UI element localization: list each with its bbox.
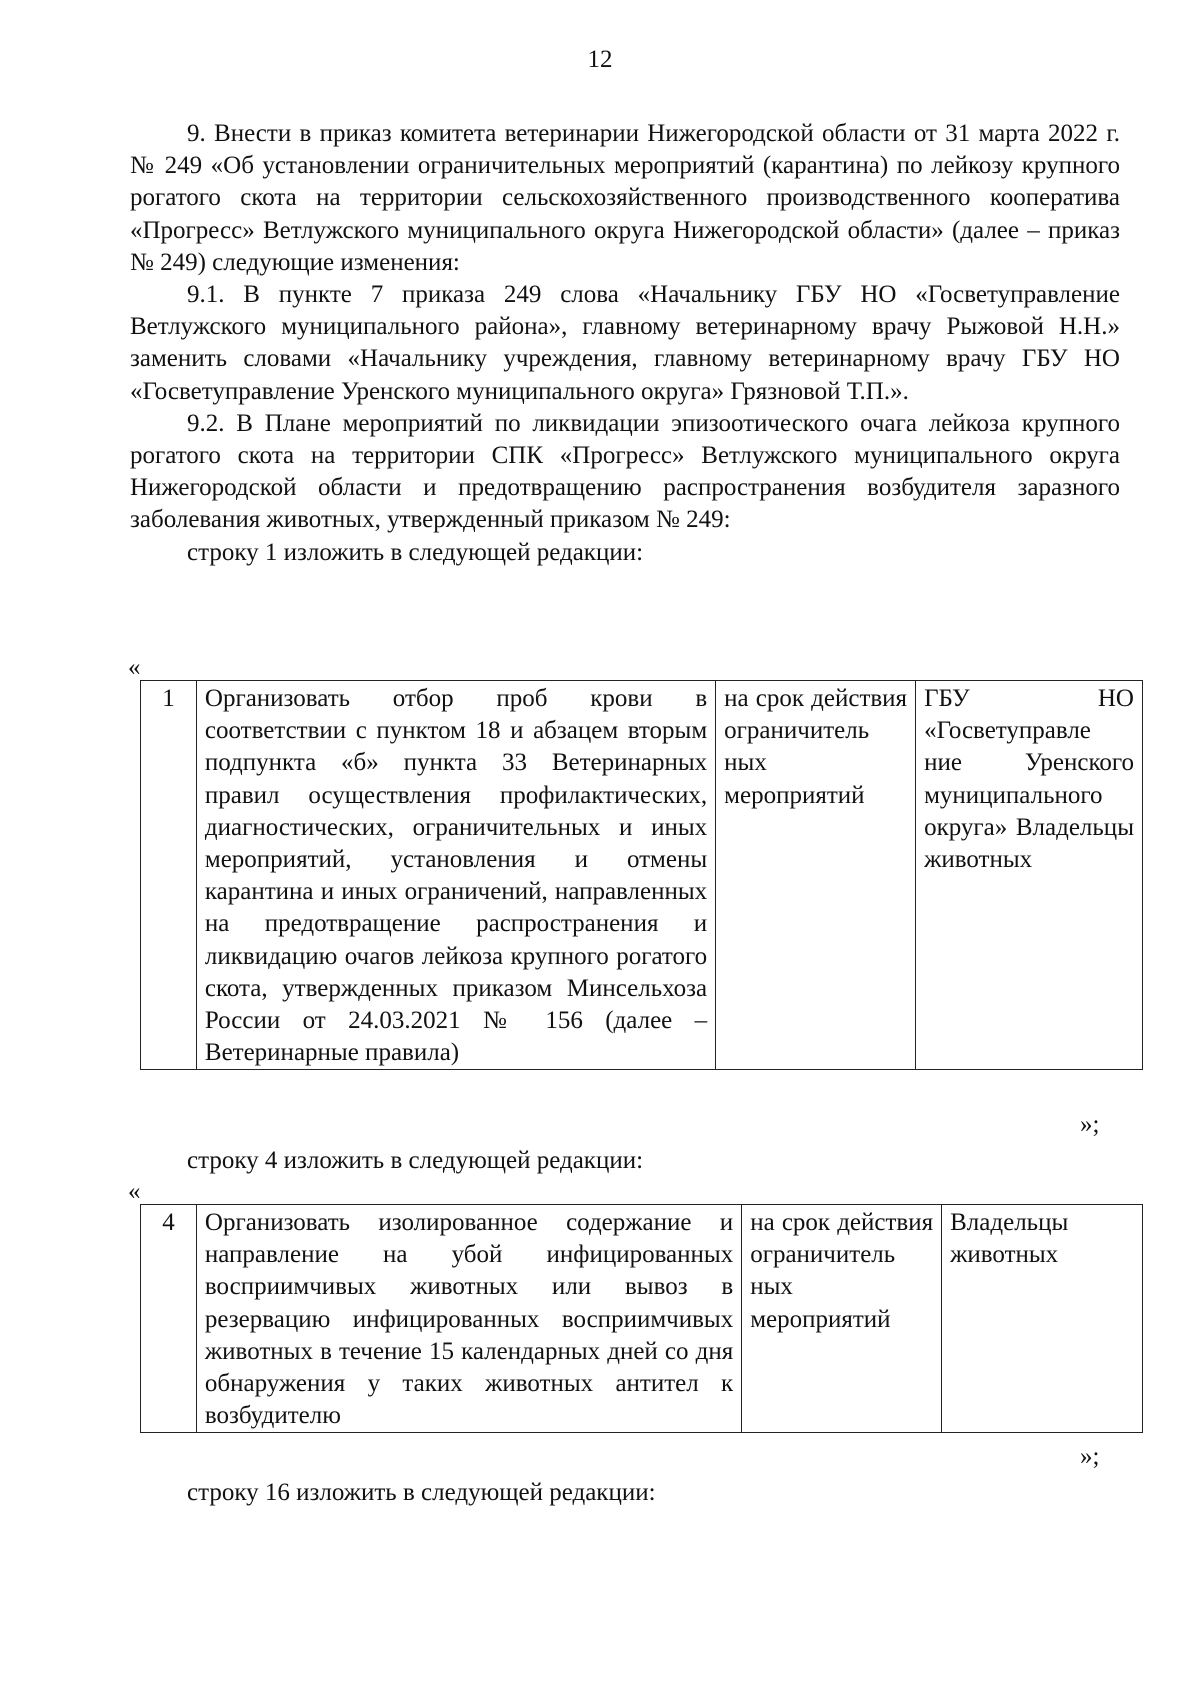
row-4-close-quote: »; — [1080, 1443, 1100, 1470]
table-row — [141, 1205, 1143, 1433]
table-row — [141, 681, 1143, 1070]
responsible-cell: ГБУ НО «Госветуправле ние Уренского муниципального округа» Владельцы животных — [916, 681, 1143, 1070]
row-number-cell: 4 — [141, 1205, 197, 1433]
row-4-instruction-wrap — [130, 1145, 1120, 1177]
measure-cell: Организовать изолированное содержание и направление на убой инфицированных восприимчивых животных или вывоз в резервацию инфицированных восприимчивых животных в течение 15 календарных дней со дня обнаружения у таких животных антител к возбудителю — [196, 1205, 741, 1433]
row-1-close-quote: »; — [1080, 1111, 1100, 1138]
row-1-instruction: строку 1 изложить в следующей редакции: — [187, 538, 644, 566]
term-cell: на срок действия ограничитель ных мероприятий — [742, 1205, 942, 1433]
row-1-table — [140, 680, 1143, 1070]
measure-cell: Организовать отбор проб крови в соответствии с пунктом 18 и абзацем вторым подпункта «б» пункта 33 Ветеринарных правил осуществления профилактических, диагностических, ограничительных и иных мероприятий, установления и отмены карантина и иных ограничений, направленных на предотвращение распространения и ликвидацию очагов лейкоза крупного рогатого скота, утвержденных приказом Минсельхоза России от 24.03.2021 № 156 (далее – Ветеринарные правила) — [196, 681, 715, 1070]
row-4-table — [140, 1204, 1143, 1433]
row-1-open-quote: « — [128, 654, 141, 681]
page-number: 12 — [587, 46, 613, 73]
item-9-1-paragraph: 9.1. В пункте 7 приказа 249 слова «Начальнику ГБУ НО «Госветуправление Ветлужского муниципального района», главному ветеринарному врачу Рыжовой Н.Н.» заменить словами «Начальнику учреждения, главному ветеринарному врачу ГБУ НО «Госветуправление Уренского муниципального округа» Грязновой Т.П.». — [130, 281, 1120, 405]
row-16-instruction: строку 16 изложить в следующей редакции: — [187, 1479, 656, 1506]
responsible-cell: Владельцы животных — [942, 1205, 1143, 1433]
row-16-instruction-wrap — [130, 1477, 1120, 1509]
item-9-text — [130, 118, 1120, 569]
row-4-open-quote: « — [128, 1178, 141, 1205]
item-9-intro: 9. Внести в приказ комитета ветеринарии Нижегородской области от 31 марта 2022 г. № 249 «Об установлении ограничительных мероприятий (карантина) по лейкозу крупного рогатого скота на территории сельскохозяйственного производственного кооператива «Прогресс» Ветлужского муниципального округа Нижегородской области» (далее – приказ № 249) следующие изменения: — [130, 120, 1120, 276]
term-cell: на срок действия ограничитель ных мероприятий — [716, 681, 916, 1070]
row-4-instruction: строку 4 изложить в следующей редакции: — [187, 1147, 644, 1174]
item-9-2-paragraph: 9.2. В Плане мероприятий по ликвидации эпизоотического очага лейкоза крупного рогатого скота на территории СПК «Прогресс» Ветлужского муниципального округа Нижегородской области и предотвращению распространения возбудителя заразного заболевания животных, утвержденный приказом № 249: — [130, 409, 1120, 534]
row-number-cell: 1 — [141, 681, 197, 1070]
